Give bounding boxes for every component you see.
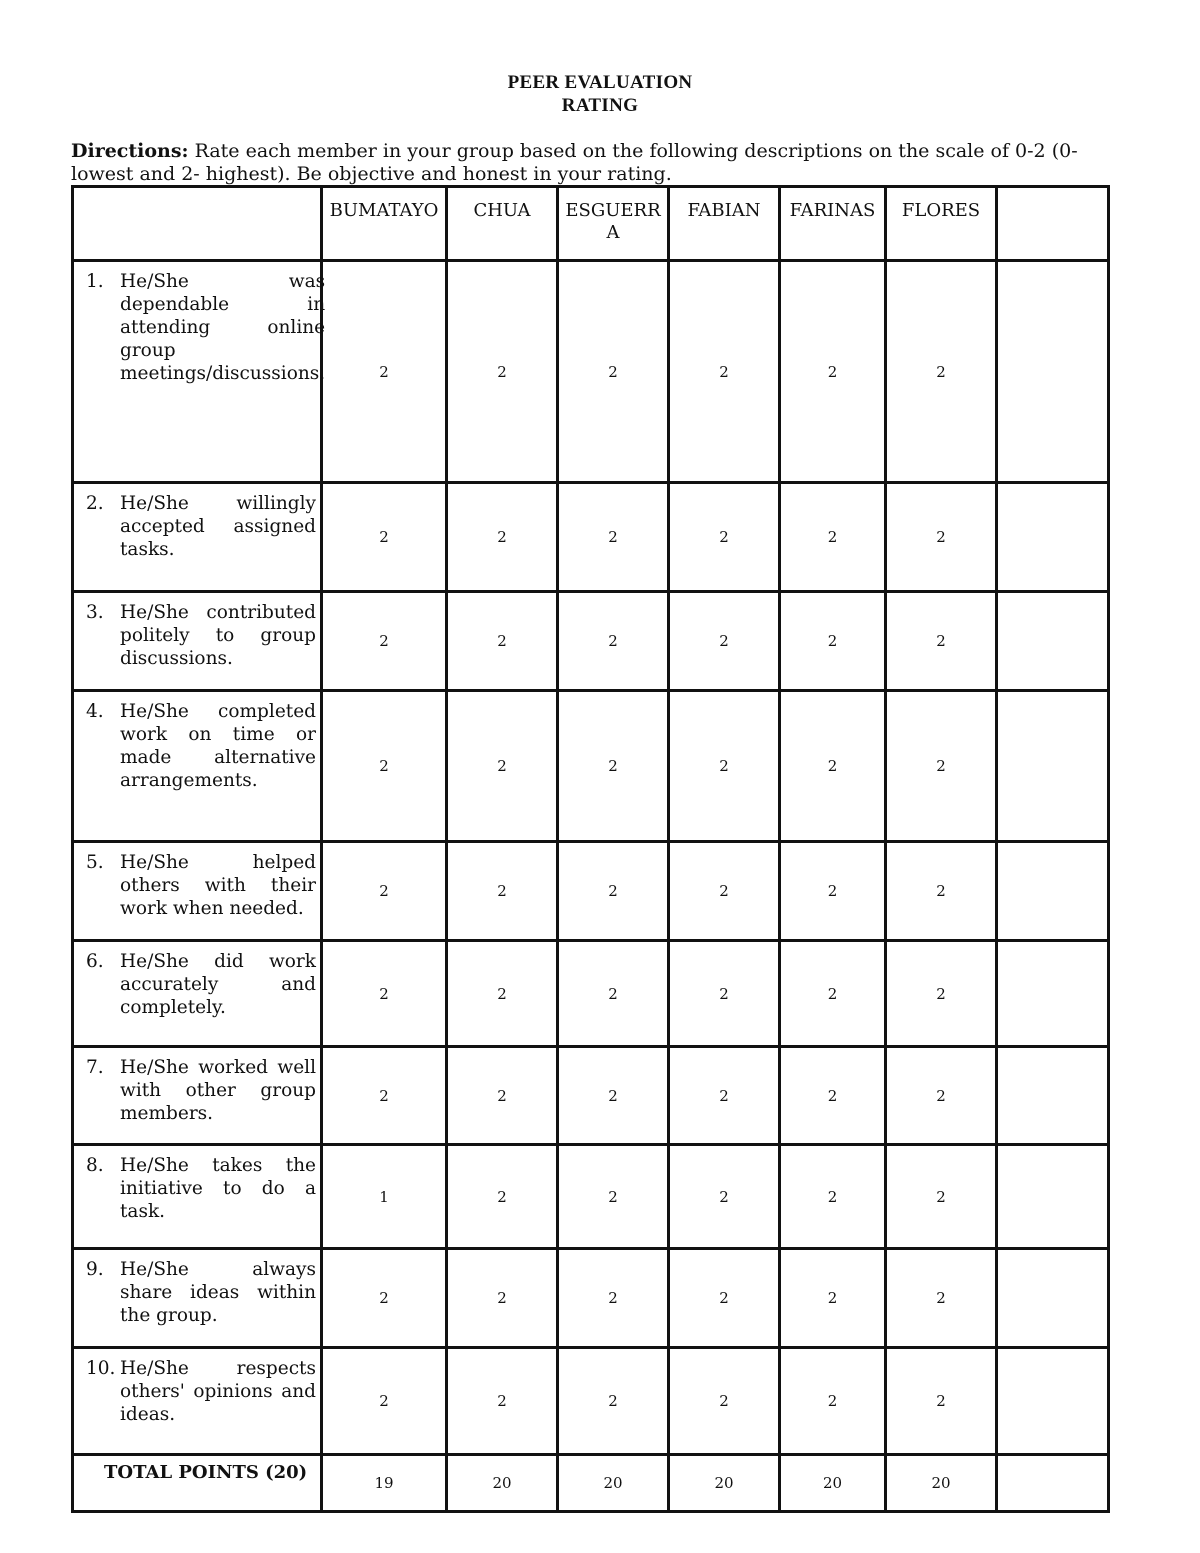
score-cell <box>997 941 1109 1047</box>
page-subtitle: RATING <box>561 95 639 116</box>
score-cell: 2 <box>780 691 886 842</box>
corner-cell <box>73 187 322 261</box>
score-cell: 2 <box>447 1145 558 1249</box>
score-cell: 2 <box>886 1047 997 1145</box>
total-cell: 19 <box>322 1455 447 1512</box>
score-cell: 2 <box>780 1348 886 1455</box>
member-header: FARINAS <box>780 187 886 261</box>
criterion-row <box>73 842 1109 941</box>
score-cell: 2 <box>669 842 780 941</box>
score-cell: 2 <box>886 261 997 483</box>
total-row <box>73 1455 1109 1512</box>
score-cell: 2 <box>447 483 558 592</box>
score-cell: 2 <box>447 1249 558 1348</box>
criterion-number: 6. <box>86 951 104 972</box>
score-cell: 2 <box>886 941 997 1047</box>
score-cell: 2 <box>558 842 669 941</box>
score-cell: 2 <box>669 1047 780 1145</box>
score-cell: 2 <box>886 483 997 592</box>
score-cell: 2 <box>322 1249 447 1348</box>
score-cell: 2 <box>322 483 447 592</box>
score-cell: 2 <box>447 592 558 691</box>
score-cell <box>997 691 1109 842</box>
criterion-number: 2. <box>86 493 104 514</box>
score-cell: 1 <box>322 1145 447 1249</box>
score-cell <box>997 483 1109 592</box>
score-cell: 2 <box>780 1145 886 1249</box>
score-cell <box>997 1249 1109 1348</box>
criterion-row <box>73 261 1109 483</box>
criterion-cell <box>73 483 322 592</box>
score-cell: 2 <box>558 483 669 592</box>
criterion-cell <box>73 592 322 691</box>
score-cell: 2 <box>886 1145 997 1249</box>
score-cell: 2 <box>322 1348 447 1455</box>
score-cell: 2 <box>447 842 558 941</box>
score-cell: 2 <box>780 1047 886 1145</box>
criterion-cell <box>73 842 322 941</box>
page-title: PEER EVALUATION <box>507 72 693 93</box>
criterion-number: 5. <box>86 852 104 873</box>
criterion-number: 8. <box>86 1155 104 1176</box>
criterion-text: He/She did work accurately and completely. <box>120 951 316 1018</box>
score-cell: 2 <box>886 1348 997 1455</box>
score-cell: 2 <box>447 1348 558 1455</box>
score-cell: 2 <box>558 592 669 691</box>
header-row <box>73 187 1109 261</box>
total-cell: 20 <box>669 1455 780 1512</box>
score-cell: 2 <box>780 483 886 592</box>
criterion-cell <box>73 261 326 483</box>
score-cell: 2 <box>669 1348 780 1455</box>
directions <box>71 140 1081 186</box>
criterion-text: He/She contributed politely to group discussions. <box>120 602 316 669</box>
score-cell: 2 <box>322 842 447 941</box>
score-cell <box>997 592 1109 691</box>
score-cell: 2 <box>886 592 997 691</box>
criterion-number: 3. <box>86 602 104 623</box>
score-cell: 2 <box>447 941 558 1047</box>
criterion-text: He/She respects others' opinions and ideas. <box>120 1358 316 1425</box>
score-cell <box>997 1047 1109 1145</box>
criterion-text: He/She was dependable in attending online group meetings/discussions. <box>120 271 326 384</box>
score-cell: 2 <box>669 261 780 483</box>
score-cell: 2 <box>886 1249 997 1348</box>
total-cell: 20 <box>886 1455 997 1512</box>
member-header <box>997 187 1109 261</box>
score-cell: 2 <box>669 941 780 1047</box>
score-cell: 2 <box>669 1249 780 1348</box>
score-cell: 2 <box>669 592 780 691</box>
score-cell: 2 <box>558 261 669 483</box>
score-cell: 2 <box>322 592 447 691</box>
criterion-text: He/She completed work on time or made alternative arrangements. <box>120 701 316 791</box>
criterion-row <box>73 1249 1109 1348</box>
directions-text: Rate each member in your group based on the following descriptions on the scale of 0-2 (0-lowest and 2- highest). Be objective and honest in your rating. <box>71 140 1078 185</box>
score-cell: 2 <box>558 691 669 842</box>
evaluation-table <box>71 185 1110 1513</box>
member-header: ESGUERRA <box>558 187 669 261</box>
criterion-row <box>73 1145 1109 1249</box>
score-cell: 2 <box>780 941 886 1047</box>
score-cell: 2 <box>322 1047 447 1145</box>
criterion-row <box>73 483 1109 592</box>
score-cell: 2 <box>322 691 447 842</box>
directions-label: Directions: <box>71 140 189 162</box>
score-cell: 2 <box>558 1145 669 1249</box>
member-header: FABIAN <box>669 187 780 261</box>
score-cell: 2 <box>558 941 669 1047</box>
criterion-cell <box>73 691 322 842</box>
score-cell: 2 <box>669 691 780 842</box>
criterion-cell <box>73 1348 322 1455</box>
total-cell <box>997 1455 1109 1512</box>
score-cell <box>997 261 1109 483</box>
score-cell <box>997 1145 1109 1249</box>
score-cell: 2 <box>886 842 997 941</box>
criterion-cell <box>73 1047 322 1145</box>
member-header: BUMATAYO <box>322 187 447 261</box>
score-cell: 2 <box>780 1249 886 1348</box>
criterion-number: 9. <box>86 1259 104 1280</box>
total-cell: 20 <box>780 1455 886 1512</box>
score-cell: 2 <box>669 483 780 592</box>
score-cell: 2 <box>558 1047 669 1145</box>
score-cell: 2 <box>780 261 886 483</box>
score-cell <box>997 842 1109 941</box>
score-cell <box>997 1348 1109 1455</box>
criterion-row <box>73 592 1109 691</box>
criterion-text: He/She helped others with their work when needed. <box>120 852 316 919</box>
score-cell: 2 <box>558 1249 669 1348</box>
score-cell: 2 <box>322 261 447 483</box>
criterion-row <box>73 1047 1109 1145</box>
criterion-number: 1. <box>86 271 104 292</box>
criterion-number: 10. <box>86 1358 116 1379</box>
score-cell: 2 <box>447 261 558 483</box>
criterion-row <box>73 1348 1109 1455</box>
criterion-cell <box>73 1249 322 1348</box>
member-header: CHUA <box>447 187 558 261</box>
criterion-row <box>73 941 1109 1047</box>
total-label: TOTAL POINTS (20) <box>73 1455 322 1512</box>
total-cell: 20 <box>447 1455 558 1512</box>
score-cell: 2 <box>780 842 886 941</box>
criterion-text: He/She always share ideas within the group. <box>120 1259 316 1326</box>
score-cell: 2 <box>558 1348 669 1455</box>
criterion-number: 7. <box>86 1057 104 1078</box>
criterion-text: He/She willingly accepted assigned tasks. <box>120 493 316 560</box>
criterion-row <box>73 691 1109 842</box>
total-cell: 20 <box>558 1455 669 1512</box>
criterion-cell <box>73 941 322 1047</box>
score-cell: 2 <box>447 691 558 842</box>
criterion-text: He/She takes the initiative to do a task. <box>120 1155 316 1222</box>
criterion-number: 4. <box>86 701 104 722</box>
score-cell: 2 <box>780 592 886 691</box>
score-cell: 2 <box>886 691 997 842</box>
criterion-cell <box>73 1145 322 1249</box>
score-cell: 2 <box>669 1145 780 1249</box>
score-cell: 2 <box>447 1047 558 1145</box>
score-cell: 2 <box>322 941 447 1047</box>
criterion-text: He/She worked well with other group members. <box>120 1057 316 1124</box>
member-header: FLORES <box>886 187 997 261</box>
